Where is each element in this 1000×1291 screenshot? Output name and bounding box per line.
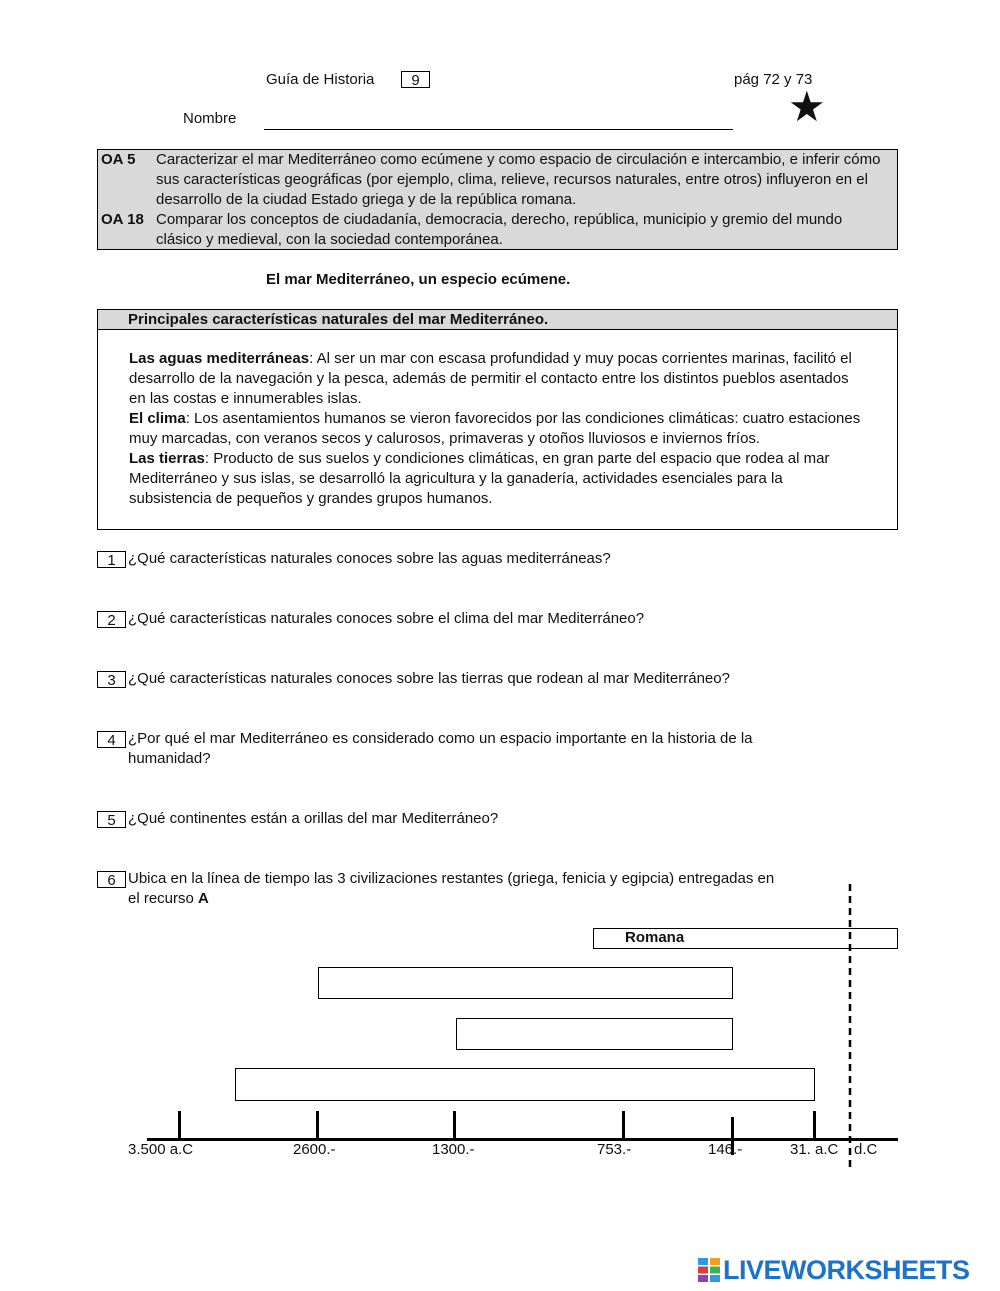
timeline-label: 146.- [708, 1141, 743, 1158]
question-text-line2: humanidad? [128, 750, 211, 767]
timeline-answer-box[interactable] [318, 967, 733, 999]
guide-number: 9 [401, 71, 430, 88]
timeline-label: 31. a.C [790, 1141, 839, 1158]
logo-icon [698, 1258, 720, 1282]
oa-text: Comparar los conceptos de ciudadanía, democracia, derecho, república, municipio y gremio del mundo clásico y medieval, con la sociedad contemporánea. [156, 211, 843, 248]
question-text: ¿Qué características naturales conoces sobre las tierras que rodean al mar Mediterráneo? [128, 670, 730, 687]
name-field[interactable] [264, 129, 733, 130]
natural-heading: Principales características naturales del mar Mediterráneo. [98, 310, 897, 330]
timeline-tick [316, 1111, 319, 1140]
oa-code: OA 18 [101, 211, 144, 228]
natural-paragraph: Las aguas mediterráneas: Al ser un mar con escasa profundidad y muy pocas corrientes marinas, facilitó el desarrollo de la navegación y la pesca, además de permitir el contacto entre los distintos pueblos asentados en las costas e innumerables islas. [129, 350, 852, 407]
question-number: 5 [97, 811, 126, 828]
timeline-tick [622, 1111, 625, 1140]
guide-label: Guía de Historia [266, 71, 375, 88]
liveworksheets-logo [698, 1255, 970, 1285]
timeline-label: 1300.- [432, 1141, 475, 1158]
natural-paragraph: El clima: Los asentamientos humanos se vieron favorecidos por las condiciones climáticas: cuatro estaciones muy marcadas, con veranos secos y calurosos, primaveras y otoños lluviosos e inviernos fríos. [129, 410, 861, 447]
timeline-label: d.C [854, 1141, 878, 1158]
timeline-answer-box[interactable] [235, 1068, 815, 1101]
natural-paragraph: Las tierras: Producto de sus suelos y condiciones climáticas, en gran parte del espacio que rodea al mar Mediterráneo y sus islas, se desarrolló la agricultura y la ganadería, actividades esenciales para la subsistencia de pequeños y grandes grupos humanos. [129, 450, 830, 507]
question-number: 4 [97, 731, 126, 748]
question-number: 1 [97, 551, 126, 568]
oa-code: OA 5 [101, 151, 136, 168]
timeline-axis [147, 1138, 898, 1141]
timeline-box-label: Romana [625, 929, 685, 946]
timeline-tick [178, 1111, 181, 1140]
timeline-tick [453, 1111, 456, 1140]
question-number: 6 [97, 871, 126, 888]
timeline-label: 3.500 a.C [128, 1141, 194, 1158]
name-label: Nombre [183, 110, 237, 127]
star-icon: ★ [788, 83, 826, 130]
timeline-label: 753.- [597, 1141, 632, 1158]
logo-text: LIVEWORKSHEETS [723, 1254, 970, 1285]
timeline-tick [813, 1111, 816, 1140]
era-divider-line [845, 884, 855, 1170]
timeline-answer-box[interactable] [456, 1018, 733, 1050]
question-number: 2 [97, 611, 126, 628]
objectives-box [97, 149, 898, 250]
oa-text: Caracterizar el mar Mediterráneo como ecúmene y como espacio de circulación e intercambio, e inferir cómo sus características geográficas (por ejemplo, clima, relieve, recursos naturales, entre otros) influyeron en el desarrollo de la ciudad Estado griega y de la república romana. [156, 151, 881, 208]
natural-body [129, 349, 869, 509]
pages-label: pág 72 y 73 [734, 71, 813, 88]
timeline-label: 2600.- [293, 1141, 336, 1158]
question-text: ¿Por qué el mar Mediterráneo es considerado como un espacio importante en la historia de la [128, 730, 753, 747]
question-number: 3 [97, 671, 126, 688]
question-text: ¿Qué continentes están a orillas del mar Mediterráneo? [128, 810, 499, 827]
section-title: El mar Mediterráneo, un especio ecúmene. [266, 271, 571, 288]
natural-characteristics-box [97, 309, 898, 530]
question-text-line2: el recurso A [128, 890, 209, 907]
question-text: Ubica en la línea de tiempo las 3 civilizaciones restantes (griega, fenicia y egipcia) entregadas en [128, 870, 775, 887]
question-text: ¿Qué características naturales conoces sobre las aguas mediterráneas? [128, 550, 611, 567]
question-text: ¿Qué características naturales conoces sobre el clima del mar Mediterráneo? [128, 610, 645, 627]
